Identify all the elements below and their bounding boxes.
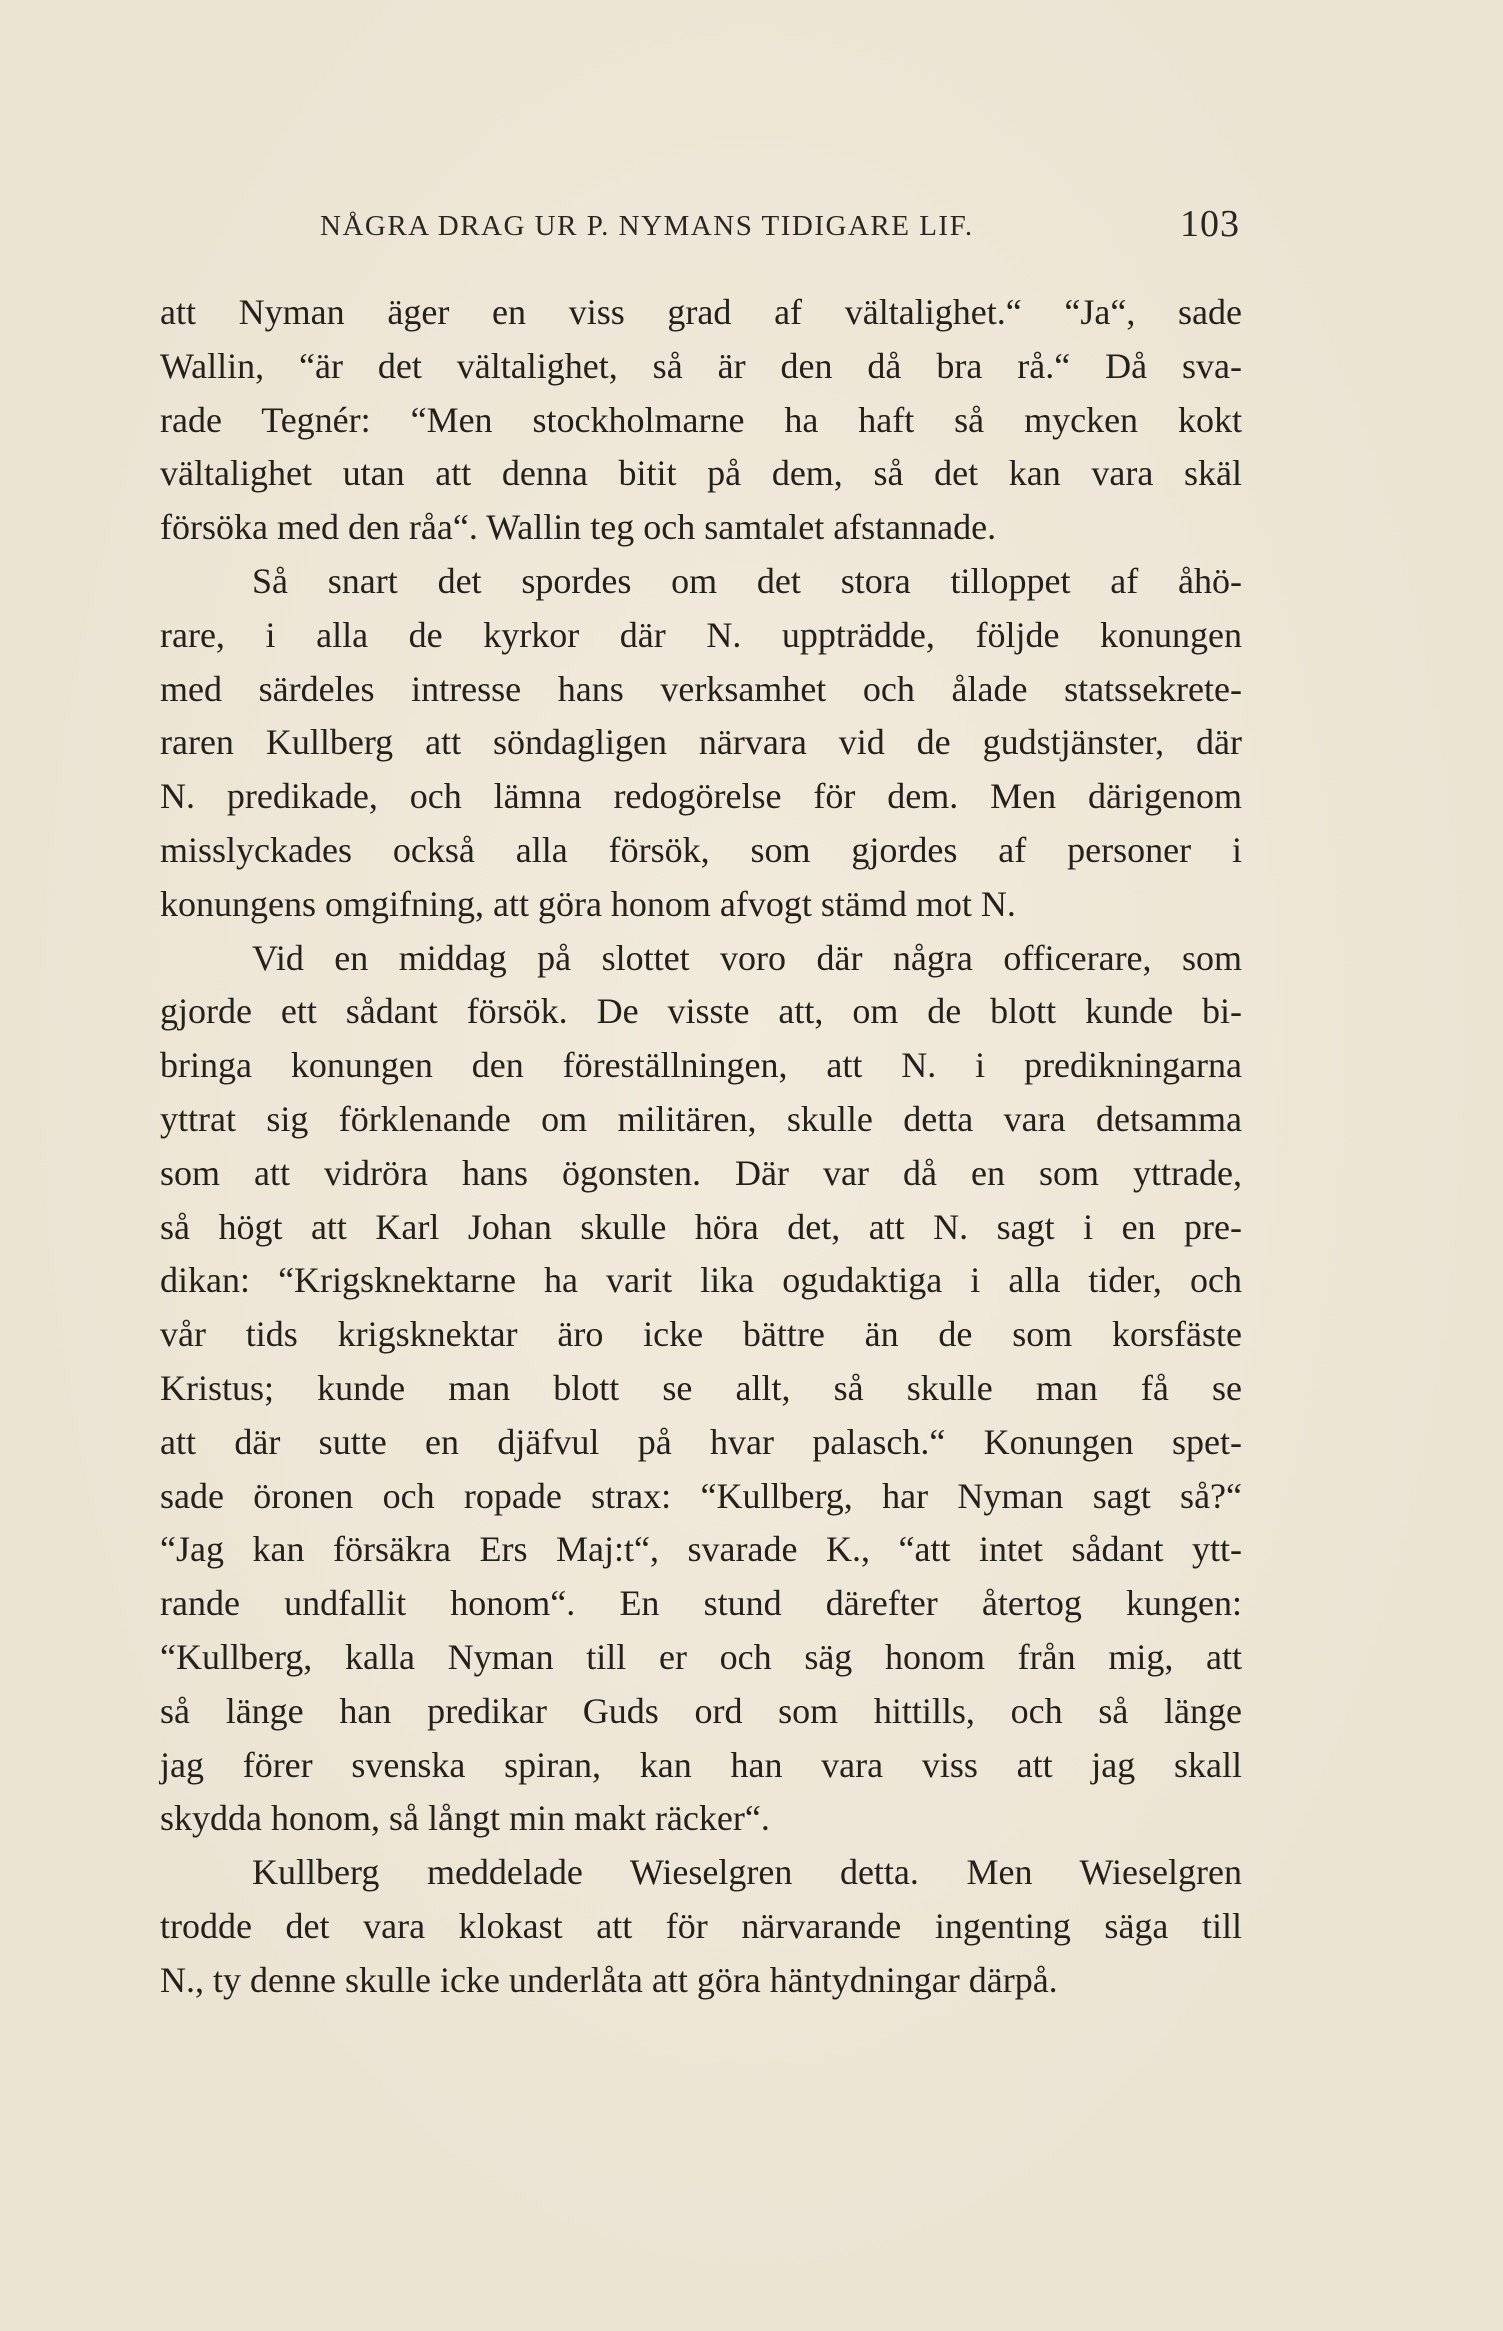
- text-line: N. predikade, och lämna redogörelse för dem. Men därigenom: [160, 776, 1242, 817]
- text-line: försöka med den råa“. Wallin teg och samtalet afstannade.: [160, 507, 997, 548]
- text-line: att Nyman äger en viss grad af vältalighet.“ “Ja“, sade: [160, 292, 1242, 332]
- text-line: med särdeles intresse hans verksamhet och ålade statssekrete-: [160, 668, 1242, 709]
- text-line: Vid en middag på slottet voro där några officerare, som: [252, 937, 1242, 978]
- page-header: [160, 198, 1240, 258]
- text-line: vältalighet utan att denna bitit på dem, så det kan vara skäl: [160, 453, 1242, 494]
- text-line: N., ty denne skulle icke underlåta att göra häntydningar därpå.: [160, 1959, 1058, 2000]
- text-line: raren Kullberg att söndagligen närvara vid de gudstjänster, där: [160, 722, 1242, 763]
- text-line: rare, i alla de kyrkor där N. uppträdde, följde konungen: [160, 614, 1242, 655]
- text-line: Kullberg meddelade Wieselgren detta. Men Wieselgren: [252, 1852, 1242, 1893]
- text-line: Så snart det spordes om det stora tilloppet af åhö-: [252, 560, 1242, 601]
- body-text: [160, 286, 1242, 2008]
- text-line: bringa konungen den föreställningen, att N. i predikningarna: [160, 1045, 1242, 1086]
- text-line: yttrat sig förklenande om militären, skulle detta vara detsamma: [160, 1098, 1242, 1139]
- text-line: så högt att Karl Johan skulle höra det, att N. sagt i en pre-: [160, 1206, 1242, 1247]
- text-line: trodde det vara klokast att för närvarande ingenting säga till: [160, 1905, 1242, 1946]
- text-line: sade öronen och ropade strax: “Kullberg, har Nyman sagt så?“: [160, 1475, 1242, 1516]
- text-line: rande undfallit honom“. En stund därefter återtog kungen:: [160, 1583, 1242, 1624]
- text-line: jag förer svenska spiran, kan han vara viss att jag skall: [160, 1744, 1242, 1785]
- text-line: som att vidröra hans ögonsten. Där var då en som yttrade,: [160, 1152, 1242, 1193]
- text-line: “Kullberg, kalla Nyman till er och säg honom från mig, att: [160, 1636, 1242, 1677]
- text-line: att där sutte en djäfvul på hvar palasch.“ Konungen spet-: [160, 1421, 1242, 1462]
- text-line: vår tids krigsknektar äro icke bättre än de som korsfäste: [160, 1314, 1242, 1355]
- text-line: misslyckades också alla försök, som gjordes af personer i: [160, 829, 1242, 870]
- text-line: Wallin, “är det vältalighet, så är den då bra rå.“ Då sva-: [160, 345, 1242, 386]
- text-line: dikan: “Krigsknektarne ha varit lika ogudaktiga i alla tider, och: [160, 1260, 1242, 1301]
- text-line: så länge han predikar Guds ord som hittills, och så länge: [160, 1690, 1242, 1731]
- text-line: gjorde ett sådant försök. De visste att, om de blott kunde bi-: [160, 991, 1242, 1032]
- text-line: skydda honom, så långt min makt räcker“.: [160, 1798, 770, 1839]
- text-line: Kristus; kunde man blott se allt, så skulle man få se: [160, 1367, 1242, 1408]
- text-line: rade Tegnér: “Men stockholmarne ha haft så mycken kokt: [160, 399, 1242, 440]
- text-line: “Jag kan försäkra Ers Maj:t“, svarade K., “att intet sådant ytt-: [160, 1529, 1242, 1570]
- page-number: 103: [1180, 203, 1240, 245]
- text-line: konungens omgifning, att göra honom afvogt stämd mot N.: [160, 883, 1016, 924]
- running-title: NÅGRA DRAG UR P. NYMANS TIDIGARE LIF.: [320, 210, 974, 242]
